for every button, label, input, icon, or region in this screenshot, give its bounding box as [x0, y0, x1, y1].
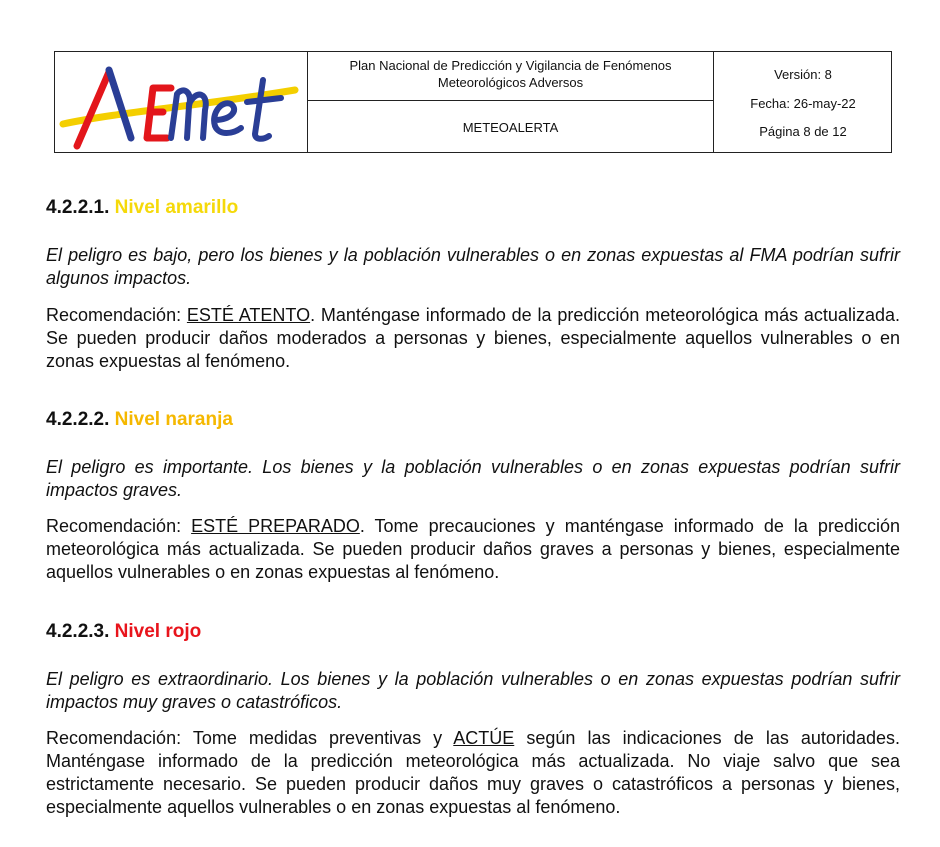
section-recommendation — [46, 304, 900, 373]
header-divider — [307, 100, 713, 101]
section-description: El peligro es extraordinario. Los bienes y la población vulnerables o en zonas expuestas podrían sufrir impactos muy graves o catastróficos. — [46, 669, 900, 712]
recommendation-keyword: ACTÚE — [453, 728, 515, 748]
section-heading-naranja — [46, 408, 233, 432]
version-label: Versión: 8 — [774, 67, 832, 82]
plan-subtitle: METEOALERTA — [462, 120, 559, 135]
section-title: Nivel naranja — [114, 409, 233, 430]
plan-title: Plan Nacional de Predicción y Vigilancia de Fenómenos Meteorológicos Adversos — [349, 58, 672, 90]
aemet-logo — [59, 54, 303, 150]
section-number: 4.2.2.1. — [46, 197, 110, 218]
section-description: El peligro es importante. Los bienes y la población vulnerables o en zonas expuestas podrían sufrir impactos graves. — [46, 457, 900, 500]
section-title: Nivel amarillo — [114, 197, 239, 218]
date-label: Fecha: 26-may-22 — [750, 96, 856, 111]
section-description: El peligro es bajo, pero los bienes y la población vulnerables o en zonas expuestas al FMA podrían sufrir algunos impactos. — [46, 245, 900, 288]
section-number: 4.2.2.2. — [46, 409, 110, 430]
recommendation-text: según las indicaciones de las autoridades. Manténgase informado de la predicción meteorológica más actualizada. No viaje salvo que sea estrictamente necesario. Se pueden producir daños muy graves o catastróficos a personas y bienes, especialmente aquellos vulnerables o en zonas expuestas al fenómeno. — [46, 728, 900, 817]
section-heading-rojo — [46, 620, 201, 644]
page-label: Página 8 de 12 — [759, 124, 847, 139]
recommendation-keyword: ESTÉ PREPARADO — [191, 516, 360, 536]
section-recommendation — [46, 515, 900, 584]
recommendation-keyword: ESTÉ ATENTO — [186, 305, 311, 325]
section-title: Nivel rojo — [114, 621, 202, 642]
recommendation-text: . Manténgase informado de la predicción meteorológica más actualizada. Se pueden producir daños moderados a personas y bienes, especialmente aquellos vulnerables o en zonas expuestas al fenómeno. — [46, 305, 900, 371]
recommendation-prefix: Recomendación: — [46, 305, 187, 325]
recommendation-prefix: Recomendación: Tome medidas preventivas y — [46, 728, 454, 748]
section-number: 4.2.2.3. — [46, 621, 110, 642]
section-recommendation — [46, 727, 900, 819]
document-header — [54, 51, 892, 153]
recommendation-prefix: Recomendación: — [46, 516, 192, 536]
section-heading-amarillo — [46, 196, 238, 220]
recommendation-text: . Tome precauciones y manténgase informado de la predicción meteorológica más actualizada. Se pueden producir daños graves a personas y bienes, especialmente aquellos vulnerables o en zonas expuestas al fenómeno. — [46, 516, 900, 582]
